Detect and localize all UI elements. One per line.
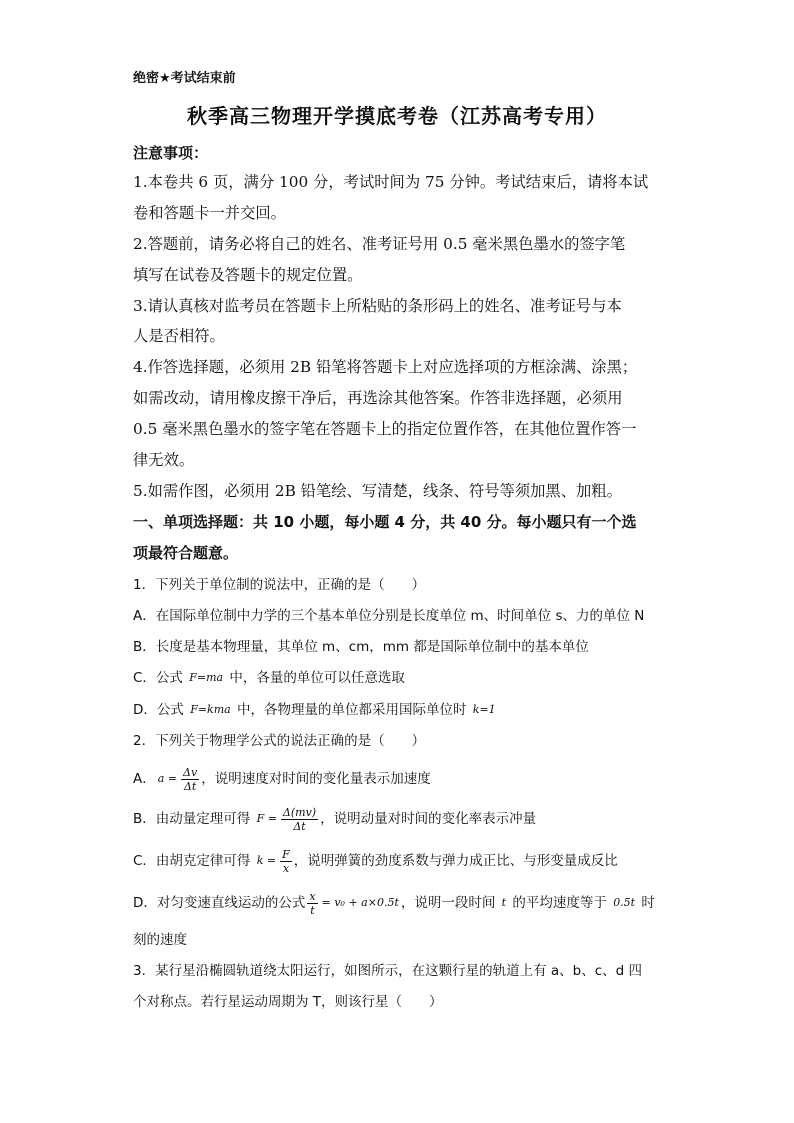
option-text: ，说明速度对时间的变化量表示加速度 [201,771,431,787]
formula: k=1 [472,703,496,716]
question-stem: 3．某行星沿椭圆轨道绕太阳运行，如图所示，在这颗行星的轨道上有 a、b、c、d 四 [133,963,643,979]
option-text: 的平均速度等于 [508,895,612,911]
fraction [281,806,318,833]
option-text: ，说明一段时间 [400,895,500,911]
question-stem: 2．下列关于物理学公式的说法正确的是（ ） [133,733,426,749]
notice-line: 填写在试卷及答题卡的规定位置。 [133,266,363,284]
option-d-continued: 刻的速度 [133,932,187,948]
option-d [133,700,498,720]
fraction [280,848,292,875]
option-text: 中，各物理量的单位都采用国际单位时 [232,702,471,718]
section-heading: 项最符合题意。 [133,544,239,562]
denominator: t [310,903,315,917]
notice-line: 人是否相符。 [133,327,225,345]
formula: k = [256,854,277,867]
option-text: ，说明动量对时间的变化率表示冲量 [320,811,537,827]
formula: 0.5t [613,896,636,909]
formula: a = [157,772,178,785]
notice-line: 1.本卷共 6 页，满分 100 分，考试时间为 75 分钟。考试结束后，请将本试 [133,173,649,191]
denominator: Δt [183,779,197,793]
notice-line: 4.作答选择题，必须用 2B 铅笔将答题卡上对应选择项的方框涂满、涂黑； [133,358,638,376]
option-text: B．由动量定理可得 [133,811,255,827]
page-title: 秋季高三物理开学摸底考卷（江苏高考专用） [187,104,607,128]
option-text: 时 [637,895,655,911]
numerator: x [309,889,316,903]
option-c [133,668,405,688]
option-text: D．对匀变速直线运动的公式 [133,895,306,911]
option-b: B．长度是基本物理量，其单位 m、cm，mm 都是国际单位制中的基本单位 [133,639,589,655]
formula: F = [256,812,277,825]
question-stem: 1．下列关于单位制的说法中，正确的是（ ） [133,577,426,593]
fraction [181,766,199,793]
fraction [307,890,317,917]
denominator: Δt [293,819,306,833]
formula: t [501,896,507,909]
notice-line: 2.答题前，请务必将自己的姓名、准考证号用 0.5 毫米黑色墨水的签字笔 [133,235,626,253]
option-c [133,846,618,876]
question-stem: 个对称点。若行星运动周期为 T，则该行星（ ） [133,994,443,1010]
formula: F=ma [189,671,224,684]
notice-line: 如需改动，请用橡皮擦干净后，再选涂其他答案。作答非选择题，必须用 [133,389,623,407]
formula: F=kma [190,703,231,716]
option-text: D．公式 [133,702,189,718]
option-text: A． [133,771,156,787]
option-text: 中，各量的单位可以任意选取 [225,670,405,686]
option-a: A．在国际单位制中力学的三个基本单位分别是长度单位 m、时间单位 s、力的单位 N [133,608,645,624]
option-a [133,765,431,793]
notice-heading: 注意事项： [133,144,209,162]
notice-line: 3.请认真核对监考员在答题卡上所粘贴的条形码上的姓名、准考证号与本 [133,297,622,315]
option-text: ，说明弹簧的劲度系数与弹力成正比、与形变量成反比 [293,853,618,869]
notice-line: 卷和答题卡一并交回。 [133,204,286,222]
notice-line: 0.5 毫米黑色墨水的签字笔在答题卡上的指定位置作答，在其他位置作答一 [133,420,637,438]
option-d [133,888,655,918]
option-text: C．公式 [133,670,188,686]
secret-label: 绝密★考试结束前 [133,71,236,86]
section-heading: 一、单项选择题：共 10 小题，每小题 4 分，共 40 分。每小题只有一个选 [133,513,637,531]
notice-line: 律无效。 [133,451,195,469]
denominator: x [282,861,290,875]
numerator: Δ(mv) [282,805,317,819]
notice-line: 5.如需作图，必须用 2B 铅笔绘、写清楚，线条、符号等须加黑、加粗。 [133,482,622,500]
formula: = v₀ + a×0.5t [321,896,399,909]
option-b [133,804,536,834]
numerator: Δv [183,765,198,779]
option-text: C．由胡克定律可得 [133,853,255,869]
numerator: F [282,847,290,861]
